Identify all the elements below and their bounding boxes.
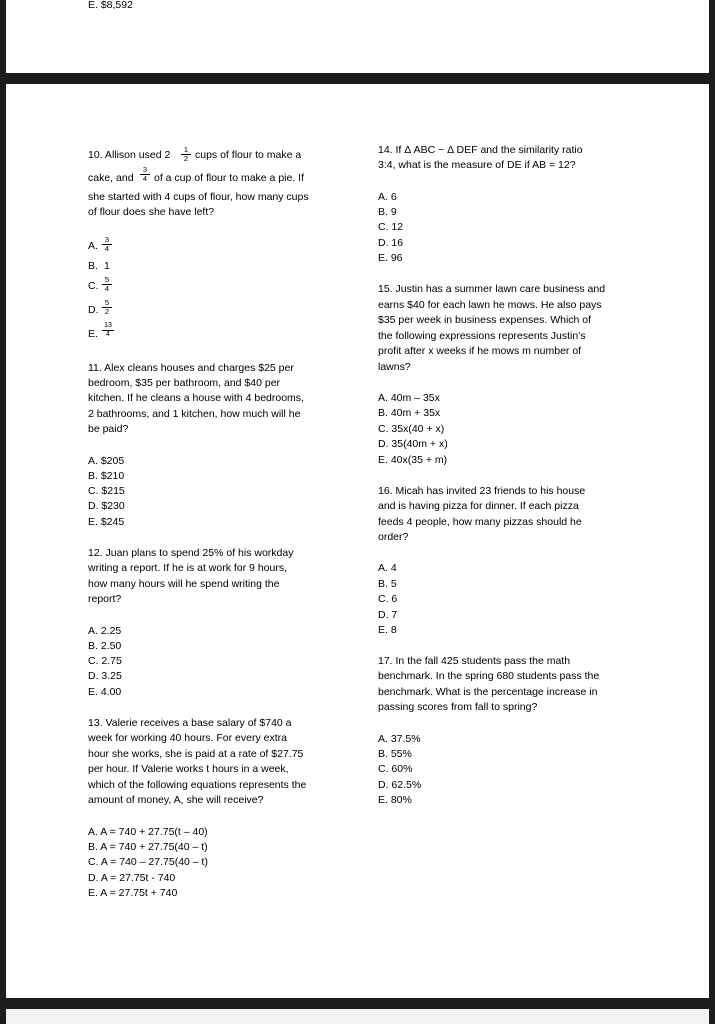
fraction: $\frac{1}{2}$ xyxy=(181,146,191,163)
worksheet-page xyxy=(6,84,709,998)
q17-text: benchmark. What is the percentage increase in xyxy=(378,686,598,698)
q16-text: 16. Micah has invited 23 friends to his house xyxy=(378,485,586,497)
q14-option: C. 12 xyxy=(378,221,404,233)
option-label: D. xyxy=(88,304,99,316)
q15-text: profit after x weeks if he mows m number of xyxy=(378,345,582,357)
q11-text: kitchen. If he cleans a house with 4 bedrooms, xyxy=(88,392,304,404)
q13-option: A. A = 740 + 27.75(t – 40) xyxy=(88,826,208,838)
q15-option: E. 40x(35 + m) xyxy=(378,454,448,466)
q13-text: which of the following equations represents the xyxy=(88,779,307,791)
option-label: A. xyxy=(88,240,98,252)
q12-option: A. 2.25 xyxy=(88,625,122,637)
q11-text: bedroom, $35 per bathroom, and $40 per xyxy=(88,377,281,389)
option-fraction: $\frac{13}{4}$ xyxy=(102,322,114,339)
q14-option: A. 6 xyxy=(378,191,397,203)
q10-text: cake, and xyxy=(88,172,134,184)
q13-text: week for working 40 hours. For every extra xyxy=(88,732,287,744)
q13-option: E. A = 27.75t + 740 xyxy=(88,887,178,899)
q17-option: A. 37.5% xyxy=(378,733,421,745)
q14-option: D. 16 xyxy=(378,237,404,249)
q16-option: E. 8 xyxy=(378,624,397,636)
q11-text: 11. Alex cleans houses and charges $25 per xyxy=(88,362,294,374)
option-label: C. xyxy=(88,280,99,292)
q11-option: C. $215 xyxy=(88,485,125,497)
q16-text: and is having pizza for dinner. If each pizza xyxy=(378,500,579,512)
q13-text: hour she works, she is paid at a rate of $27.75 xyxy=(88,748,304,760)
q15-text: 15. Justin has a summer lawn care business and xyxy=(378,283,606,295)
q12-text: report? xyxy=(88,593,122,605)
q17-option: E. 80% xyxy=(378,794,412,806)
q11-option: D. $230 xyxy=(88,500,125,512)
next-page xyxy=(6,1009,709,1024)
q17-text: benchmark. In the spring 680 students pass the xyxy=(378,670,600,682)
q12-option: B. 2.50 xyxy=(88,640,122,652)
q13-option: C. A = 740 – 27.75(40 – t) xyxy=(88,856,208,868)
q15-option: B. 40m + 35x xyxy=(378,407,441,419)
q16-option: C. 6 xyxy=(378,593,398,605)
q17-option: D. 62.5% xyxy=(378,779,422,791)
q15-text: earns $40 for each lawn he mows. He also pays xyxy=(378,299,602,311)
prev-answer-e: E. $8,592 xyxy=(88,0,133,11)
q12-option: D. 3.25 xyxy=(88,670,122,682)
q15-option: C. 35x(40 + x) xyxy=(378,423,445,435)
option-label: B. xyxy=(88,260,98,272)
option-label: E. xyxy=(88,328,98,340)
q13-option: B. A = 740 + 27.75(40 – t) xyxy=(88,841,208,853)
q10-text: 10. Allison used 2 xyxy=(88,149,171,161)
q11-option: B. $210 xyxy=(88,470,125,482)
q16-option: D. 7 xyxy=(378,609,398,621)
q12-text: 12. Juan plans to spend 25% of his workday xyxy=(88,547,294,559)
q14-option: B. 9 xyxy=(378,206,397,218)
q11-text: be paid? xyxy=(88,423,129,435)
q16-option: A. 4 xyxy=(378,562,397,574)
option-fraction: $\frac{5}{2}$ xyxy=(102,299,112,316)
q11-option: A. $205 xyxy=(88,455,125,467)
q15-text: lawns? xyxy=(378,361,411,373)
option-value: 1 xyxy=(104,260,110,272)
q15-text: the following expressions represents Justin’s xyxy=(378,330,586,342)
q12-option: C. 2.75 xyxy=(88,655,122,667)
q11-text: 2 bathrooms, and 1 kitchen, how much will he xyxy=(88,408,301,420)
q10-text: she started with 4 cups of flour, how many cups xyxy=(88,191,309,203)
q17-option: B. 55% xyxy=(378,748,412,760)
q14-option: E. 96 xyxy=(378,252,403,264)
q15-option: D. 35(40m + x) xyxy=(378,438,448,450)
q16-text: order? xyxy=(378,531,409,543)
q15-text: $35 per week in business expenses. Which of xyxy=(378,314,592,326)
q13-text: per hour. If Valerie works t hours in a week, xyxy=(88,763,289,775)
q12-text: writing a report. If he is at work for 9 hours, xyxy=(88,562,287,574)
q17-text: passing scores from fall to spring? xyxy=(378,701,538,713)
q10-text: of flour does she have left? xyxy=(88,206,215,218)
q12-text: how many hours will he spend writing the xyxy=(88,578,280,590)
option-fraction: $\frac{3}{4}$ xyxy=(102,236,112,253)
fraction: $\frac{3}{4}$ xyxy=(140,166,150,183)
q12-option: E. 4.00 xyxy=(88,686,122,698)
q17-option: C. 60% xyxy=(378,763,413,775)
q17-text: 17. In the fall 425 students pass the math xyxy=(378,655,571,667)
q16-option: B. 5 xyxy=(378,578,397,590)
q14-text: 3:4, what is the measure of DE if AB = 12? xyxy=(378,159,576,171)
q10-text: cups of flour to make a xyxy=(195,149,302,161)
q10-text: of a cup of flour to make a pie. If xyxy=(154,172,304,184)
q13-option: D. A = 27.75t - 740 xyxy=(88,872,176,884)
option-fraction: $\frac{5}{4}$ xyxy=(102,276,112,293)
q13-text: 13. Valerie receives a base salary of $740 a xyxy=(88,717,292,729)
q13-text: amount of money, A, she will receive? xyxy=(88,794,264,806)
q11-option: E. $245 xyxy=(88,516,125,528)
previous-page xyxy=(6,0,709,73)
q16-text: feeds 4 people, how many pizzas should he xyxy=(378,516,582,528)
q15-option: A. 40m – 35x xyxy=(378,392,440,404)
q14-text: 14. If Δ ABC ~ Δ DEF and the similarity ratio xyxy=(378,144,583,156)
